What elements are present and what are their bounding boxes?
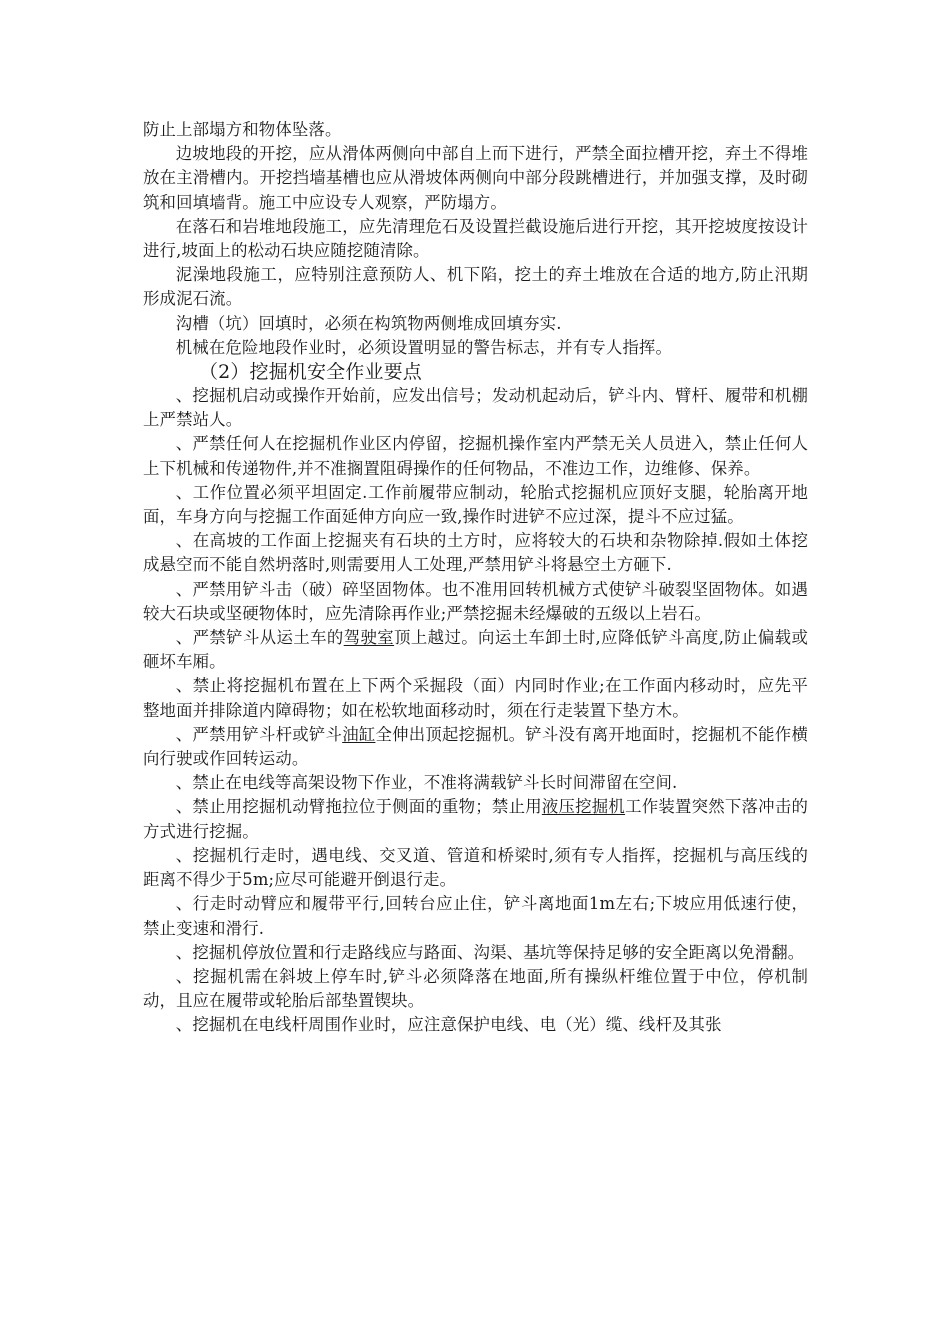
paragraph-danger-warning: 机械在危险地段作业时，必须设置明显的警告标志，并有专人指挥。: [175, 337, 673, 357]
paragraph-rockfall-section: 在落石和岩堆地段施工，应先清理危石及设置拦截设施后进行开挖，其开挖坡度按设计进行,坡面上的松动石块应随挖随清除。: [143, 216, 808, 261]
paragraph-item: 、禁止在电线等高架设物下作业，不准将满载铲斗长时间滞留在空间.: [175, 773, 678, 793]
hyperlink-cab[interactable]: 驾驶室: [343, 628, 395, 648]
paragraph-item: 、行走时动臂应和履带平行,回转台应止住，铲斗离地面1m左右;下坡应用低速行使，禁止变速和滑行.: [143, 894, 808, 938]
paragraph-mud-section: 泥澡地段施工，应特别注意预防人、机下陷，挖土的弃土堆放在合适的地方,防止汛期形成泥石流。: [143, 265, 808, 309]
paragraph-item: 、禁止将挖掘机布置在上下两个采掘段（面）内同时作业;在工作面内移动时，应先平整地面并排除道内障碍物；如在松软地面移动时，须在行走装置下垫方木。: [143, 676, 808, 720]
paragraph-item: 、挖掘机在电线杆周围作业时，应注意保护电线、电（光）缆、线杆及其张: [175, 1015, 722, 1035]
paragraph-item: [143, 795, 808, 843]
paragraph-item: 、挖掘机需在斜坡上停车时,铲斗必须降落在地面,所有操纵杆维位置于中位，停机制动，且应在履带或轮胎后部垫置锲块。: [143, 966, 808, 1011]
text-run: 、严禁铲斗从运土车的: [175, 628, 344, 648]
text-run: 全伸出顶起挖掘机。铲斗没有离开地面时，挖掘机不能作横向行驶或作回转运动。: [143, 724, 808, 769]
paragraph-slope-excavation: 边坡地段的开挖，应从滑体两侧向中部自上而下进行，严禁全面拉槽开挖，弃土不得堆放在主滑槽内。开挖挡墙基槽也应从滑坡体两侧向中部分段跳槽进行，并加强支撑，及时砌筑和回填墙背。施工中应设专人观察，严防塌方。: [143, 144, 808, 212]
paragraph-item: 、工作位置必须平坦固定.工作前履带应制动，轮胎式挖掘机应顶好支腿，轮胎离开地面，车身方向与挖掘工作面延伸方向应一致,操作时进铲不应过深，提斗不应过猛。: [143, 482, 808, 527]
text-run: 、禁止用挖掘机动臂拖拉位于侧面的重物；禁止用: [175, 797, 542, 817]
paragraph-item: 、挖掘机启动或操作开始前，应发出信号；发动机起动后，铲斗内、臂杆、履带和机棚上严禁站人。: [143, 386, 808, 430]
hyperlink-hydraulic-excavator[interactable]: 液压挖掘机: [541, 797, 626, 817]
text-run: 顶上越过。向运土车卸土时,应降低铲斗高度,防止偏载或砸坏车厢。: [143, 628, 809, 672]
paragraph-trench-backfill: 沟槽（坑）回填时，必须在构筑物两侧堆成回填夯实.: [175, 313, 562, 333]
text-run: 、严禁用铲斗杆或铲斗: [175, 724, 343, 744]
paragraph-item: [143, 723, 808, 771]
paragraph-item: 、在高坡的工作面上挖掘夹有石块的土方时，应将较大的石块和杂物除掉.假如土体挖成悬空而不能自然坍落时,则需要用人工处理,严禁用铲斗将悬空土方砸下.: [143, 531, 808, 575]
text-run: 工作装置突然下落冲击的方式进行挖掘。: [143, 797, 808, 841]
paragraph-item: 、严禁任何人在挖掘机作业区内停留，挖掘机操作室内严禁无关人员进入，禁止任何人上下机械和传递物件,并不准搁置阻碍操作的任何物品，不准边工作，边维修、保养。: [143, 434, 808, 478]
paragraph-item: 、挖掘机行走时，遇电线、交叉道、管道和桥梁时,须有专人指挥，挖掘机与高压线的距离不得少于5m;应尽可能避开倒退行走。: [143, 845, 808, 890]
paragraph-item: 、挖掘机停放位置和行走路线应与路面、沟渠、基坑等保持足够的安全距离以免滑翻。: [175, 942, 805, 962]
hyperlink-cylinder[interactable]: 油缸: [342, 724, 376, 744]
paragraph-continuation: 防止上部塌方和物体坠落。: [143, 120, 342, 139]
document-page: [143, 118, 808, 1038]
paragraph-item: [143, 626, 808, 674]
section-heading: （2）挖掘机安全作业要点: [199, 361, 422, 384]
paragraph-item: 、严禁用铲斗击（破）碎坚固物体。也不准用回转机械方式使铲斗破裂坚固物体。如遇较大石块或坚硬物体时，应先清除再作业;严禁挖掘未经爆破的五级以上岩石。: [143, 579, 808, 623]
